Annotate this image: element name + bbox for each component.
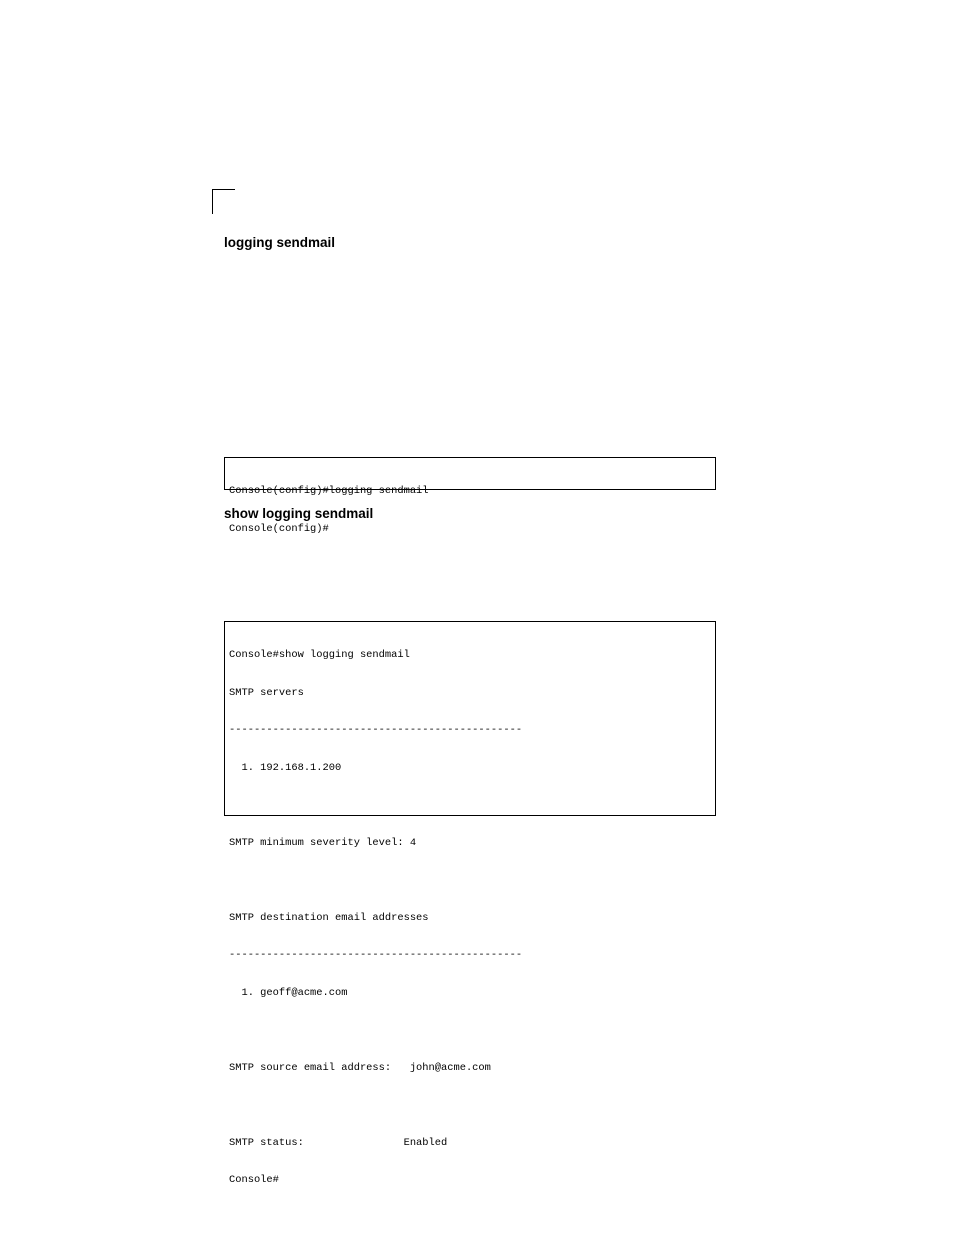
code-line: Console(config)#logging sendmail: [229, 485, 429, 497]
code-line: SMTP minimum severity level: 4: [229, 836, 417, 849]
code-line: 1. 192.168.1.200: [229, 761, 342, 774]
code-line: Console#show logging sendmail: [229, 649, 410, 661]
code-line: -----------------------------------------------: [229, 724, 523, 736]
code-line: 1. geoff@acme.com: [229, 986, 348, 999]
code-example-show-logging-sendmail: [224, 621, 716, 1186]
code-line: SMTP servers: [229, 686, 304, 699]
code-line: [229, 874, 711, 887]
code-line: Console#: [229, 1174, 279, 1186]
command-heading-show-logging-sendmail: show logging sendmail: [224, 506, 374, 521]
code-line: SMTP source email address: john@acme.com: [229, 1061, 491, 1074]
command-heading-logging-sendmail: logging sendmail: [224, 235, 336, 250]
code-line: [229, 1024, 711, 1037]
code-line: SMTP destination email addresses: [229, 911, 429, 924]
code-line: [229, 799, 711, 812]
code-line: [229, 1099, 711, 1112]
code-line: SMTP status: Enabled: [229, 1136, 448, 1149]
code-line: Console(config)#: [229, 522, 329, 535]
crop-mark: [212, 189, 235, 214]
code-line: -----------------------------------------------: [229, 949, 523, 961]
